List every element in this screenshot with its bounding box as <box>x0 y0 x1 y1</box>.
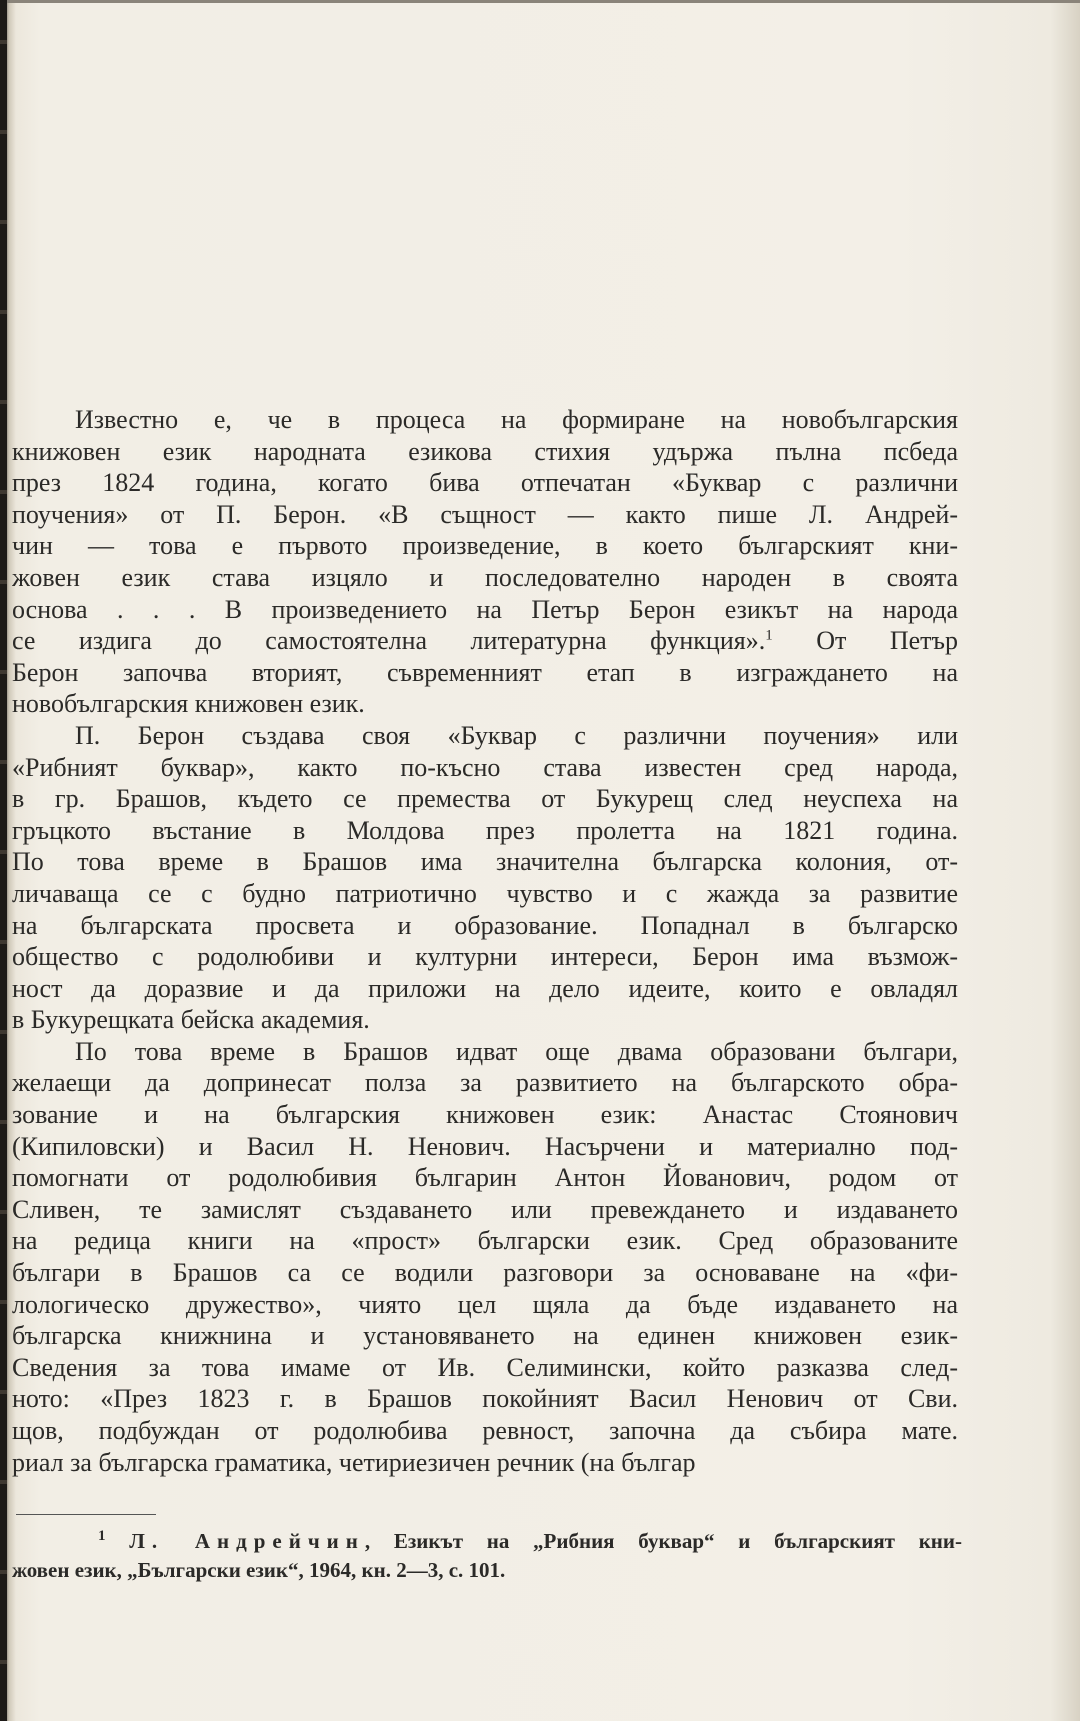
text-line: книжовен език народната езикова стихия удържа пълна пcбеда <box>12 436 958 466</box>
text-line: в гр. Брашов, където се премества от Букурещ след неуспеха на <box>12 784 958 814</box>
text-line: ност да доразвие и да приложи на дело идеите, които е овладял <box>12 973 958 1003</box>
footnote-line-1 <box>12 1527 962 1556</box>
footnote-line-2: жовен език, „Български език“, 1964, кн. 2—3, с. 101. <box>12 1558 506 1582</box>
line-text: От Петър <box>772 626 958 656</box>
text-line: новобългарския книжовен език. <box>12 689 365 719</box>
text-line: «Рибният буквар», както по-късно става известен сред народа, <box>12 752 958 782</box>
main-text <box>12 404 958 1478</box>
text-line: (Кипиловски) и Васил Н. Ненович. Насърчени и материално под- <box>12 1131 958 1161</box>
footnote-reference[interactable]: 1 <box>765 627 773 644</box>
text-line: чин — това е първото произведение, в което българският кни- <box>12 531 958 561</box>
text-line: риал за българска граматика, четириезичен речник (на българ <box>12 1447 696 1477</box>
text-line: П. Берон създава своя «Буквар с различни поучения» или <box>75 720 958 750</box>
text-line: през 1824 година, когато бива отпечатан «Буквар с различни <box>12 468 958 498</box>
text-line: на българската просвета и образование. Попаднал в българско <box>12 910 958 940</box>
text-line: поучения» от П. Берон. «В същност — както пише Л. Андрей- <box>12 499 958 529</box>
footnote-separator <box>16 1514 156 1515</box>
text-line: в Букурещката бейска академия. <box>12 1005 370 1035</box>
footnote-author: Л. Андрейчин <box>129 1529 365 1553</box>
footnote-marker: 1 <box>98 1528 106 1544</box>
text-line <box>12 625 958 657</box>
text-line: на редица книги на «прост» български език. Сред образованите <box>12 1226 958 1256</box>
text-line: личаваща се с будно патриотично чувство и с жажда за развитие <box>12 878 958 908</box>
text-line: основа . . . В произведението на Петър Берон езикът на народа <box>12 594 958 624</box>
footnote-text: , Езикът на „Рибния буквар“ и българският кни- <box>364 1529 962 1553</box>
line-text: се издига до самостоятелна литературна функция». <box>12 626 766 656</box>
text-line: зование и на българския книжовен език: Анастас Стоянович <box>12 1100 958 1130</box>
text-line: гръцкото въстание в Молдова през пролетта на 1821 година. <box>12 815 958 845</box>
footnote <box>12 1527 962 1585</box>
text-line: желаещи да допринесат полза за развитието на българското обра- <box>12 1068 958 1098</box>
text-line: щов, подбуждан от родолюбива ревност, започна да събира мате. <box>12 1416 958 1445</box>
text-line: ното: «През 1823 г. в Брашов покойният Васил Ненович от Сви. <box>12 1384 958 1414</box>
text-line: помогнати от родолюбивия българин Антон Йованович, родом от <box>12 1163 958 1193</box>
text-line: Сливен, те замислят създаването или превеждането и издаването <box>12 1194 958 1224</box>
text-line: общество с родолюбиви и културни интереси, Берон има възмож- <box>12 942 958 972</box>
text-line: Известно е, че в процеса на формиране на новобългарския <box>75 405 958 434</box>
text-line: българска книжнина и установяването на единен книжовен език- <box>12 1321 958 1351</box>
text-line: По това време в Брашов има значителна българска колония, от- <box>12 847 958 877</box>
page-top-edge <box>0 0 1080 3</box>
book-spine-edge <box>0 0 7 1721</box>
text-line: жовен език става изцяло и последователно народен в своята <box>12 562 958 592</box>
text-line: лологическо дружество», чиято цел щяла да бъде издаването на <box>12 1289 958 1319</box>
text-line: Берон започва вторият, съвременният етап в изграждането на <box>12 657 958 687</box>
text-line: Сведения за това имаме от Ив. Селимински, който разказва след- <box>12 1352 958 1382</box>
text-line: българи в Брашов са се водили разговори за основаване на «фи- <box>12 1258 958 1288</box>
text-line: По това време в Брашов идват още двама образовани българи, <box>75 1036 958 1066</box>
